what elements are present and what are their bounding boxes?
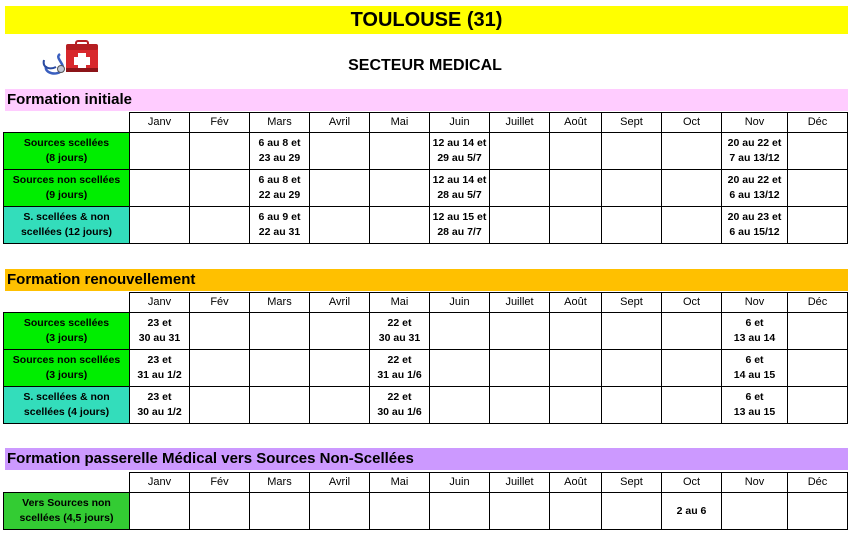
session-dates-cell [788,313,848,350]
session-dates-cell [662,350,722,387]
month-header-row [4,293,848,313]
month-header-5: Juin [430,113,490,133]
session-dates-cell [490,313,550,350]
section-header-formation-initiale: Formation initiale [5,89,848,111]
table-row [4,207,848,244]
month-header-6: Juillet [490,113,550,133]
month-header-9: Oct [662,473,722,493]
month-header-5: Juin [430,473,490,493]
session-dates-cell [310,170,370,207]
session-dates-cell [490,350,550,387]
month-header-8: Sept [602,473,662,493]
session-dates-cell: 6 au 8 et 22 au 29 [250,170,310,207]
session-dates-cell: 12 au 14 et 29 au 5/7 [430,133,490,170]
table-row [4,350,848,387]
session-dates-cell [490,133,550,170]
session-dates-cell [130,170,190,207]
session-dates-cell [662,170,722,207]
month-header-1: Fév [190,473,250,493]
month-header-7: Août [550,473,602,493]
month-header-11: Déc [788,473,848,493]
session-dates-cell [550,493,602,530]
month-header-2: Mars [250,113,310,133]
session-dates-cell: 6 et 14 au 15 [722,350,788,387]
table-row [4,387,848,424]
session-dates-cell [490,493,550,530]
session-dates-cell [190,313,250,350]
training-category-label: Sources scellées (3 jours) [4,313,130,350]
month-header-2: Mars [250,293,310,313]
session-dates-cell [550,350,602,387]
session-dates-cell: 23 et 30 au 31 [130,313,190,350]
month-header-0: Janv [130,113,190,133]
month-header-9: Oct [662,113,722,133]
month-header-8: Sept [602,293,662,313]
session-dates-cell [490,207,550,244]
session-dates-cell [370,207,430,244]
training-category-label: S. scellées & non scellées (12 jours) [4,207,130,244]
session-dates-cell [430,350,490,387]
session-dates-cell [602,170,662,207]
session-dates-cell [788,170,848,207]
schedule-table-formation-initiale [3,112,848,244]
training-category-label: Vers Sources non scellées (4,5 jours) [4,493,130,530]
month-header-7: Août [550,113,602,133]
training-category-label: Sources scellées (8 jours) [4,133,130,170]
month-header-3: Avril [310,113,370,133]
session-dates-cell: 23 et 30 au 1/2 [130,387,190,424]
month-header-11: Déc [788,293,848,313]
session-dates-cell [250,387,310,424]
session-dates-cell: 12 au 14 et 28 au 5/7 [430,170,490,207]
session-dates-cell [370,170,430,207]
session-dates-cell [310,493,370,530]
month-header-0: Janv [130,293,190,313]
session-dates-cell [722,493,788,530]
session-dates-cell [190,207,250,244]
session-dates-cell [430,493,490,530]
session-dates-cell [250,313,310,350]
training-category-label: Sources non scellées (3 jours) [4,350,130,387]
session-dates-cell [190,387,250,424]
session-dates-cell [190,170,250,207]
month-header-10: Nov [722,113,788,133]
session-dates-cell [602,207,662,244]
training-category-label: S. scellées & non scellées (4 jours) [4,387,130,424]
month-header-4: Mai [370,113,430,133]
session-dates-cell [250,350,310,387]
month-header-4: Mai [370,293,430,313]
session-dates-cell [662,133,722,170]
table-row [4,133,848,170]
header-blank-cell [4,473,130,493]
month-header-3: Avril [310,293,370,313]
schedule-table-formation-renouvellement [3,292,848,424]
month-header-9: Oct [662,293,722,313]
session-dates-cell [662,387,722,424]
header-blank-cell [4,113,130,133]
session-dates-cell: 22 et 30 au 1/6 [370,387,430,424]
schedule-table-formation-passerelle [3,472,848,530]
month-header-11: Déc [788,113,848,133]
session-dates-cell [310,133,370,170]
session-dates-cell: 6 au 9 et 22 au 31 [250,207,310,244]
session-dates-cell [602,350,662,387]
session-dates-cell [788,133,848,170]
month-header-1: Fév [190,113,250,133]
month-header-10: Nov [722,473,788,493]
session-dates-cell: 20 au 22 et 7 au 13/12 [722,133,788,170]
session-dates-cell [490,170,550,207]
header-blank-cell [4,293,130,313]
session-dates-cell [130,133,190,170]
session-dates-cell: 20 au 22 et 6 au 13/12 [722,170,788,207]
section-header-formation-passerelle: Formation passerelle Médical vers Sources Non-Scellées [5,448,848,470]
session-dates-cell [550,313,602,350]
month-header-2: Mars [250,473,310,493]
session-dates-cell [550,133,602,170]
month-header-5: Juin [430,293,490,313]
month-header-7: Août [550,293,602,313]
session-dates-cell [550,207,602,244]
session-dates-cell: 23 et 31 au 1/2 [130,350,190,387]
session-dates-cell [602,387,662,424]
session-dates-cell [662,313,722,350]
month-header-8: Sept [602,113,662,133]
session-dates-cell [788,350,848,387]
session-dates-cell [602,493,662,530]
session-dates-cell [602,313,662,350]
month-header-4: Mai [370,473,430,493]
session-dates-cell: 6 et 13 au 14 [722,313,788,350]
month-header-1: Fév [190,293,250,313]
training-category-label: Sources non scellées (9 jours) [4,170,130,207]
session-dates-cell [370,493,430,530]
session-dates-cell [430,313,490,350]
table-row [4,170,848,207]
section-header-formation-renouvellement: Formation renouvellement [5,269,848,291]
session-dates-cell [430,387,490,424]
session-dates-cell: 22 et 30 au 31 [370,313,430,350]
session-dates-cell: 22 et 31 au 1/6 [370,350,430,387]
session-dates-cell [190,350,250,387]
session-dates-cell [310,207,370,244]
sector-subtitle: SECTEUR MEDICAL [348,57,502,74]
session-dates-cell: 6 et 13 au 15 [722,387,788,424]
month-header-row [4,473,848,493]
session-dates-cell: 6 au 8 et 23 au 29 [250,133,310,170]
session-dates-cell: 2 au 6 [662,493,722,530]
session-dates-cell [602,133,662,170]
month-header-row [4,113,848,133]
table-row [4,493,848,530]
session-dates-cell [662,207,722,244]
session-dates-cell [190,133,250,170]
table-row [4,313,848,350]
month-header-6: Juillet [490,473,550,493]
session-dates-cell [310,313,370,350]
session-dates-cell [490,387,550,424]
session-dates-cell [550,170,602,207]
session-dates-cell [788,387,848,424]
session-dates-cell [130,493,190,530]
session-dates-cell [250,493,310,530]
session-dates-cell [370,133,430,170]
session-dates-cell [310,387,370,424]
month-header-10: Nov [722,293,788,313]
session-dates-cell: 20 au 23 et 6 au 15/12 [722,207,788,244]
month-header-0: Janv [130,473,190,493]
session-dates-cell [130,207,190,244]
first-aid-kit-stethoscope-icon [40,40,102,78]
session-dates-cell [310,350,370,387]
month-header-6: Juillet [490,293,550,313]
month-header-3: Avril [310,473,370,493]
session-dates-cell [788,493,848,530]
session-dates-cell [190,493,250,530]
page-title: TOULOUSE (31) [5,6,848,34]
session-dates-cell: 12 au 15 et 28 au 7/7 [430,207,490,244]
session-dates-cell [550,387,602,424]
session-dates-cell [788,207,848,244]
